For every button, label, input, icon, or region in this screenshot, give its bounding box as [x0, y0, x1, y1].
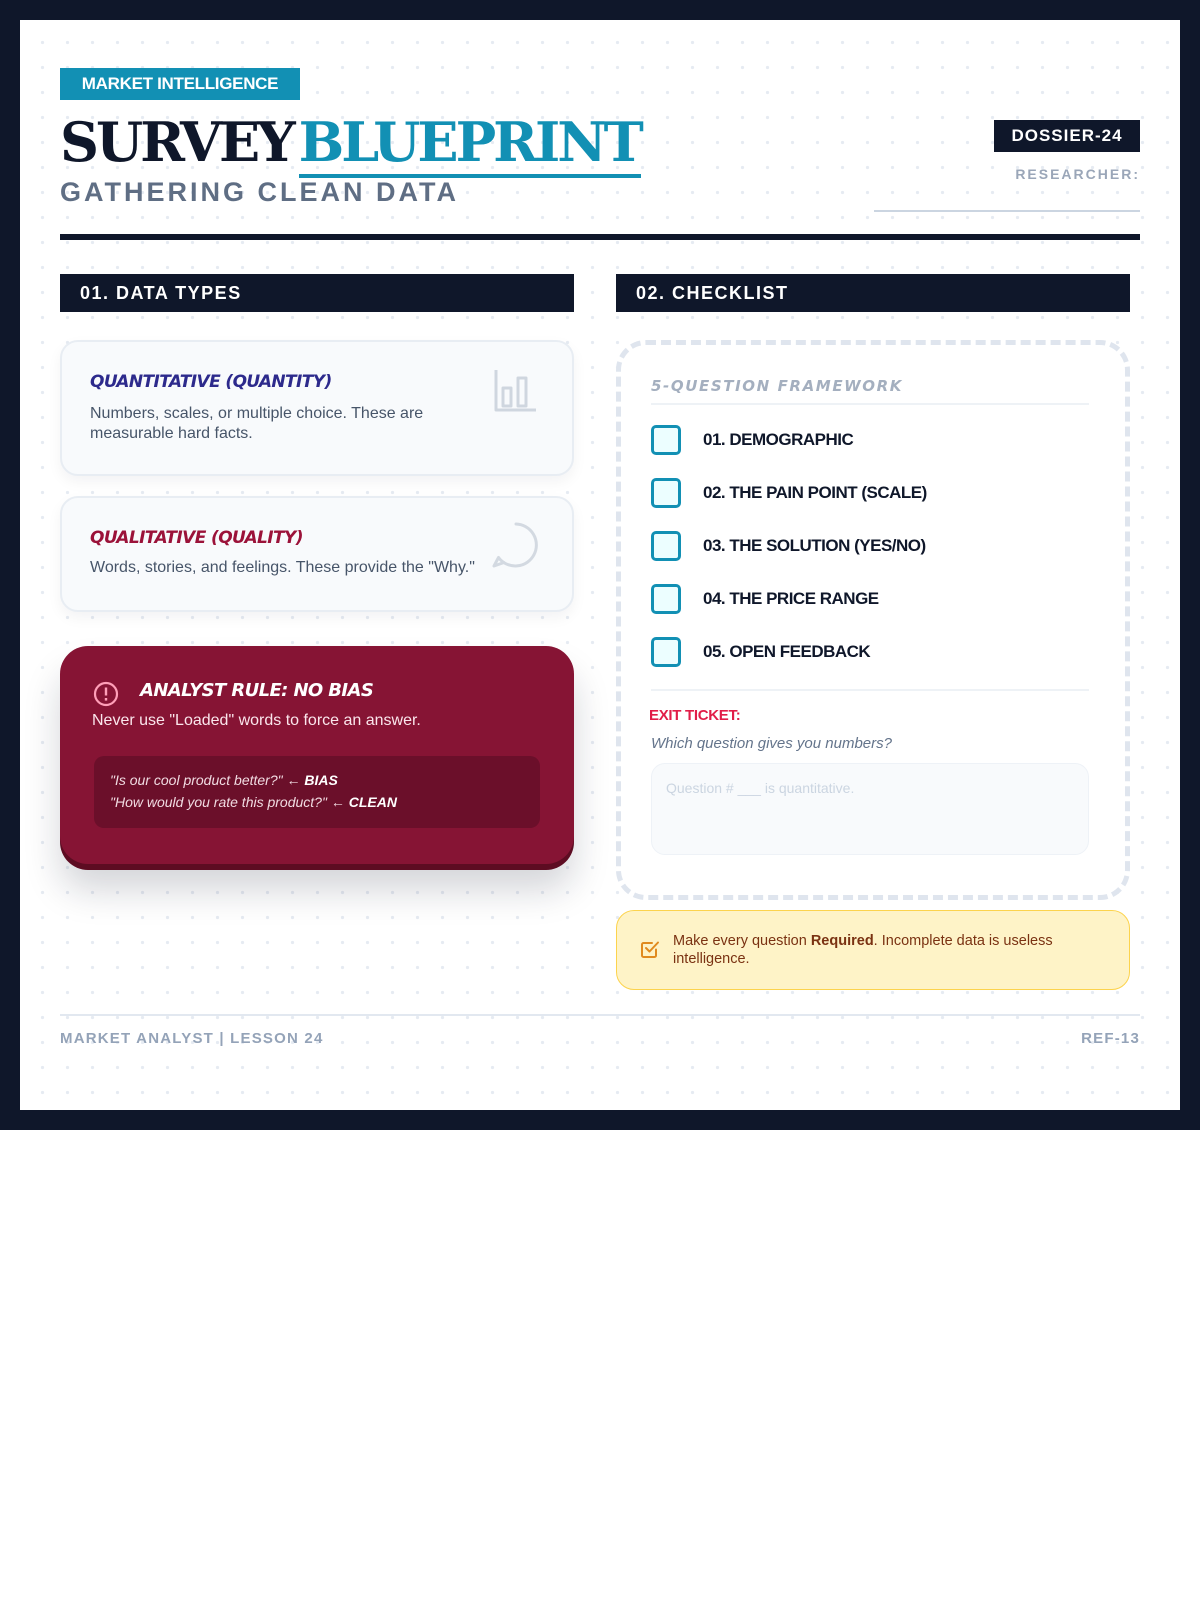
checkbox[interactable] — [651, 531, 681, 561]
section-heading-checklist: 02. CHECKLIST — [616, 274, 1130, 312]
framework-divider — [651, 403, 1089, 405]
exit-ticket-label: EXIT TICKET: — [649, 707, 741, 724]
checklist-item-label: 01. DEMOGRAPHIC — [703, 430, 854, 449]
alert-circle-icon — [92, 680, 120, 708]
researcher-name-field[interactable] — [874, 210, 1140, 212]
analyst-rule-callout — [60, 646, 574, 864]
footer-divider — [60, 1014, 1140, 1016]
analyst-rule-title: ANALYST RULE: NO BIAS — [140, 680, 374, 701]
qualitative-description: Words, stories, and feelings. These provide the "Why." — [90, 559, 475, 576]
checkbox[interactable] — [651, 584, 681, 614]
checkbox[interactable] — [651, 637, 681, 667]
worksheet-page — [20, 20, 1180, 1110]
clean-example: "How would you rate this product?" ← CLEAN — [110, 794, 397, 810]
page-subtitle: GATHERING CLEAN DATA — [60, 177, 459, 207]
bias-examples-box — [94, 756, 540, 828]
checkbox[interactable] — [651, 425, 681, 455]
checkbox[interactable] — [651, 478, 681, 508]
exit-ticket-answer-field[interactable] — [651, 763, 1089, 855]
tip-callout — [616, 910, 1130, 990]
speech-bubble-icon — [490, 520, 542, 572]
checkbox-icon — [639, 938, 661, 960]
bar-chart-icon — [490, 366, 540, 416]
section-heading-data-types: 01. DATA TYPES — [60, 274, 574, 312]
bias-example: "Is our cool product better?" ← BIAS — [110, 772, 338, 788]
section-tag: MARKET INTELLIGENCE — [60, 68, 300, 100]
title-part-2: BLUEPRINT — [299, 110, 641, 178]
analyst-rule-body: Never use "Loaded" words to force an answer. — [92, 712, 421, 729]
footer-lesson: MARKET ANALYST | LESSON 24 — [60, 1030, 324, 1047]
quantitative-card — [60, 340, 574, 476]
quantitative-description: Numbers, scales, or multiple choice. These are measurable hard facts. — [90, 405, 424, 442]
checklist-item-label: 04. THE PRICE RANGE — [703, 589, 879, 608]
checklist-item-label: 03. THE SOLUTION (YES/NO) — [703, 536, 926, 555]
framework-title: 5-QUESTION FRAMEWORK — [651, 377, 904, 395]
tip-text: Make every question Required. Incomplete data is useless intelligence. — [673, 933, 1053, 967]
checklist-divider — [651, 689, 1089, 691]
researcher-label: RESEARCHER: — [1015, 166, 1140, 182]
quantitative-title: QUANTITATIVE (QUANTITY) — [90, 372, 332, 392]
checklist-item-label: 02. THE PAIN POINT (SCALE) — [703, 483, 927, 502]
dossier-badge: DOSSIER-24 — [994, 120, 1140, 152]
qualitative-card — [60, 496, 574, 612]
exit-ticket-question: Which question gives you numbers? — [651, 735, 892, 752]
header-divider — [60, 234, 1140, 240]
checklist-item-label: 05. OPEN FEEDBACK — [703, 642, 871, 661]
footer-ref: REF-13 — [1081, 1030, 1140, 1047]
answer-placeholder: Question # ___ is quantitative. — [666, 780, 855, 796]
title-part-1: SURVEY — [60, 110, 293, 174]
checklist-card — [616, 340, 1130, 900]
qualitative-title: QUALITATIVE (QUALITY) — [90, 528, 303, 548]
page-title — [60, 106, 641, 178]
